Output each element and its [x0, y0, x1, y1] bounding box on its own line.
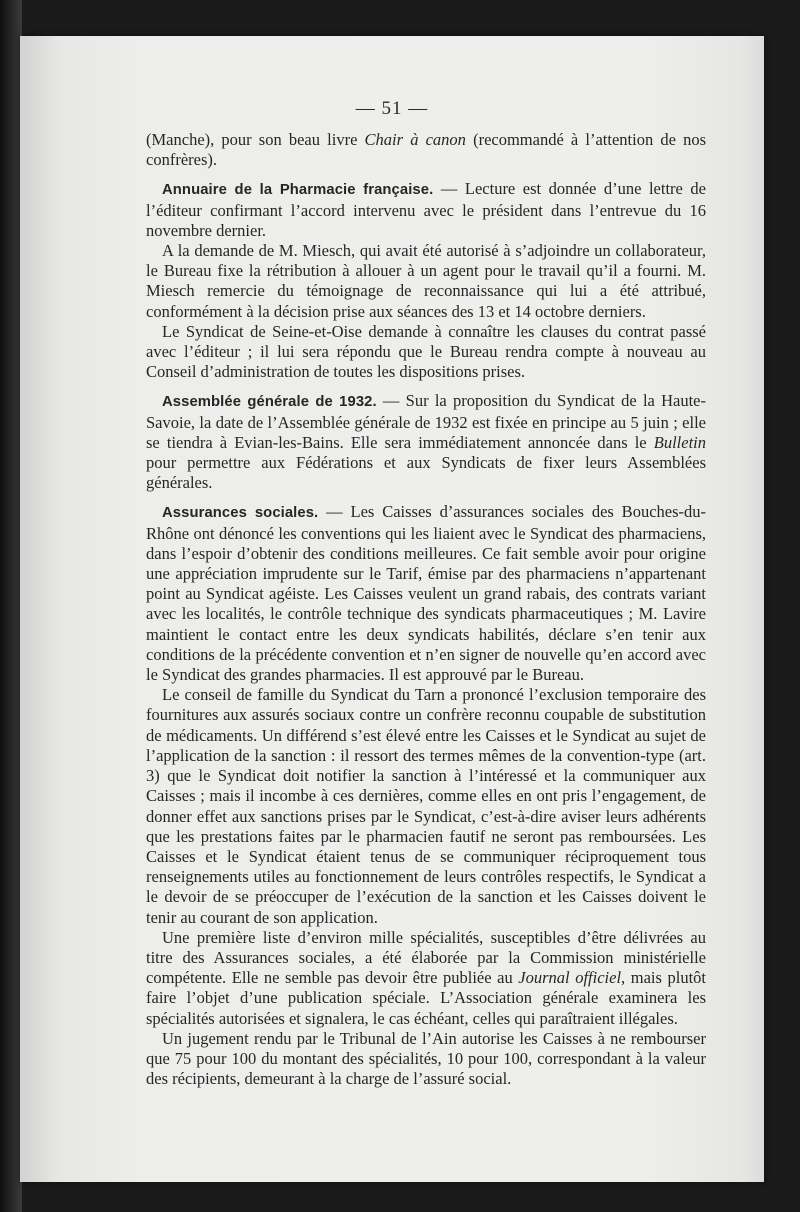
book-title: Chair à canon	[364, 130, 466, 149]
assurances-p3-start: Une première liste d’environ mille spécialités, susceptibles d’être délivrées au titre des Assurances sociales, a été élaborée par la Commission ministérielle compétente. Elle ne semble pas devoir être publiée au	[146, 927, 706, 988]
assurances-heading: Assurances sociales.	[162, 505, 319, 522]
assurances-p3-end: , mais plutôt faire l’objet d’une publication spéciale. L’Association générale examinera les spécialités autorisées et signalera, le cas échéant, celles qui paraîtraient illégales.	[146, 968, 706, 1028]
document-page	[20, 36, 764, 1182]
annuaire-heading: Annuaire de la Pharmacie française.	[162, 182, 434, 199]
assurances-paragraph-2: Le conseil de famille du Syndicat du Tarn a prononcé l’exclusion temporaire des fournitures aux assurés sociaux contre un confrère reconnu coupable de substitution de médicaments. Un différend s’est élevé entre les Caisses et le Syndicat au sujet de l’application de la sanction : il ressort des termes mêmes de la convention-type (art. 3) que le Syndicat doit notifier la sanction à l’intéressé et la communiquer aux Caisses ; mais il incombe à ces dernières, comme elles en ont pris l’engagement, de donner effet aux sanctions prises par le Syndicat, c’est-à-dire aviser leurs adhérents que les prestations faites par le pharmacien fautif ne seront pas remboursées. Les Caisses et le Syndicat étaient tenus de se communiquer réciproquement tous renseignements utiles au fonctionnement de leurs contrôles respectifs, le Syndicat a le devoir de se préoccuper de l’exécution de la sanction et les Caisses doivent le tenir au courant de son application.	[146, 685, 706, 927]
annuaire-paragraph	[146, 179, 706, 241]
assemblee-text-end: pour permettre aux Fédérations et aux Syndicats de fixer leurs Assemblées générales.	[146, 453, 706, 493]
journal-officiel-title: Journal officiel	[518, 968, 622, 988]
assurances-paragraph	[146, 502, 706, 685]
assemblee-heading: Assemblée générale de 1932.	[162, 394, 377, 411]
assemblee-paragraph	[146, 391, 706, 493]
intro-text-start: (Manche), pour son beau livre	[146, 130, 365, 149]
page-number: — 51 —	[355, 98, 429, 119]
assurances-paragraph-4: Un jugement rendu par le Tribunal de l’Ain autorise les Caisses à ne rembourser que 75 pour 100 du montant des spécialités, 10 pour 100, correspondant à la valeur des récipients, demeurant à la charge de l’assuré social.	[146, 1028, 706, 1089]
bulletin-title: Bulletin	[653, 432, 706, 452]
assurances-paragraph-3	[146, 928, 706, 1029]
annuaire-text: — Lecture est donnée d’une lettre de l’éditeur confirmant l’accord intervenu avec le président dans l’entrevue du 16 novembre dernier.	[146, 179, 706, 240]
intro-text-end: (recommandé à l’attention de nos confrères).	[146, 130, 706, 170]
assemblee-text-start: — Sur la proposition du Syndicat de la Haute-Savoie, la date de l’Assemblée générale de 1932 est fixée en principe au 5 juin ; elle se tiendra à Evian-les-Bains. Elle sera immédiatement annoncée dans le	[146, 391, 706, 452]
annuaire-paragraph-3: Le Syndicat de Seine-et-Oise demande à connaître les clauses du contrat passé avec l’éditeur ; il lui sera répondu que le Bureau rendra compte à nouveau au Conseil d’administration de toutes les dispositions prises.	[146, 321, 706, 382]
annuaire-paragraph-2: A la demande de M. Miesch, qui avait été autorisé à s’adjoindre un collaborateur, le Bureau fixe la rétribution à allouer à un agent pour le travail qu’il a fourni. M. Miesch remercie du témoignage de reconnaissance qui lui a été attribué, conformément à la décision prise aux séances des 13 et 14 octobre derniers.	[146, 241, 706, 321]
intro-paragraph	[146, 130, 706, 170]
assurances-text: — Les Caisses d’assurances sociales des Bouches-du-Rhône ont dénoncé les conventions qui les liaient avec le Syndicat des pharmaciens, dans l’espoir d’obtenir des conditions meilleures. Ce fait semble avoir pour origine une appréciation imprudente sur le Tarif, émise par des pharmaciens n’appartenant point au Syndicat agéiste. Les Caisses veulent un grand rabais, des contrats variant avec les localités, le contrôle technique des syndicats pharmaceutiques ; M. Lavire maintient le contact entre les deux syndicats habilités, déclare s’en tenir aux conditions de la précédente convention et n’en signer de nouvelle qu’en accord avec le Syndicat des grandes pharmacies. Il est approuvé par le Bureau.	[146, 502, 706, 685]
body-text	[146, 130, 706, 1089]
book-binding-edge	[0, 0, 22, 1212]
